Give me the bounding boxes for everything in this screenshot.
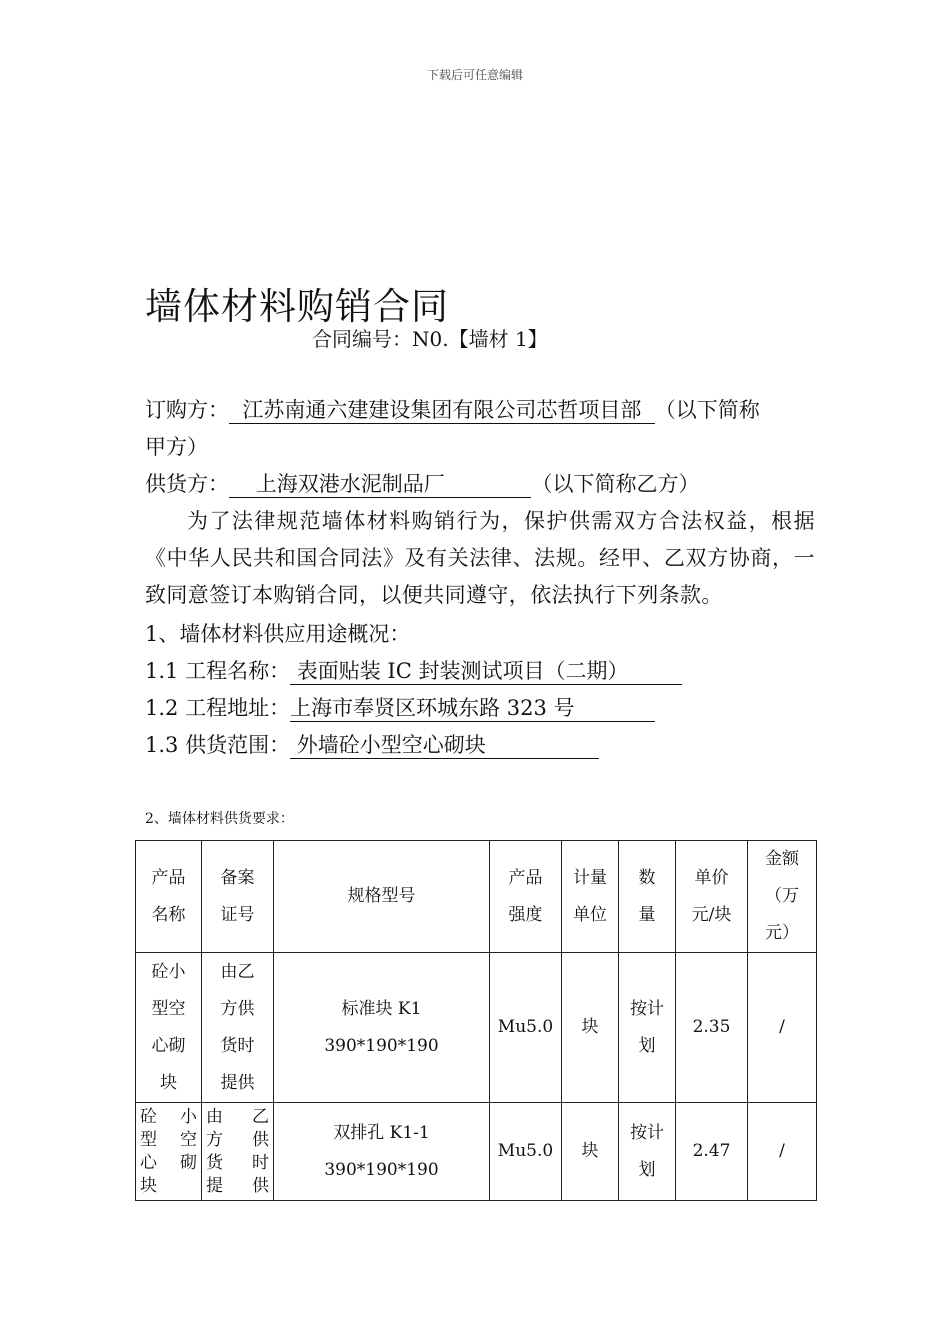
intro-paragraph: 为了法律规范墙体材料购销行为，保护供需双方合法权益，根据《中华人民共和国合同法》及有关法律、法规。经甲、乙双方协商，一致同意签订本购销合同，以便共同遵守，依法执行下列条款。 — [145, 509, 815, 607]
cell-amount: / — [748, 953, 817, 1103]
header-unit: 计量 单位 — [562, 841, 619, 953]
project-address-label: 1.2 工程地址： — [145, 696, 291, 720]
table-row — [136, 1103, 817, 1201]
buyer-label: 订购方： — [145, 398, 229, 422]
header-record-no: 备案 证号 — [202, 841, 274, 953]
project-name-line — [145, 657, 682, 685]
cell-product-name: 砼小 型空 心砌 块 — [136, 1103, 202, 1201]
cell-quantity: 按计 划 — [619, 953, 676, 1103]
header-strength: 产品 强度 — [490, 841, 562, 953]
supply-requirements-table — [135, 840, 817, 1201]
buyer-suffix-line2: 甲方） — [145, 435, 208, 459]
contract-number: 合同编号：N0.【墙材 1】 — [312, 327, 548, 351]
cell-spec: 标准块 K1 390*190*190 — [274, 953, 490, 1103]
supplier-line — [145, 470, 699, 498]
supplier-value: 上海双港水泥制品厂 — [229, 472, 532, 496]
table-row — [136, 953, 817, 1103]
supply-scope-value: 外墙砼小型空心砌块 — [290, 733, 600, 757]
buyer-suffix: （以下简称 — [654, 398, 760, 422]
cell-strength: Mu5.0 — [490, 1103, 562, 1201]
document-title: 墙体材料购销合同 — [145, 285, 449, 328]
cell-amount: / — [748, 1103, 817, 1201]
supply-scope-label: 1.3 供货范围： — [145, 733, 291, 757]
cell-strength: Mu5.0 — [490, 953, 562, 1103]
supply-scope-line — [145, 731, 599, 759]
project-address-line — [145, 694, 655, 722]
cell-product-name: 砼小 型空 心砌 块 — [136, 953, 202, 1103]
buyer-value: 江苏南通六建建设集团有限公司芯哲项目部 — [229, 398, 655, 422]
project-address-value: 上海市奉贤区环城东路 323 号 — [290, 696, 655, 720]
header-unit-price: 单价 元/块 — [676, 841, 748, 953]
header-product-name: 产品 名称 — [136, 841, 202, 953]
cell-quantity: 按计 划 — [619, 1103, 676, 1201]
cell-spec: 双排孔 K1-1 390*190*190 — [274, 1103, 490, 1201]
cell-record-no: 由乙 方供 货时 提供 — [202, 1103, 274, 1201]
section2-heading: 2、墙体材料供货要求： — [145, 811, 294, 827]
supplier-suffix: （以下简称乙方） — [531, 472, 700, 496]
supplier-label: 供货方： — [145, 472, 229, 496]
header-spec: 规格型号 — [274, 841, 490, 953]
cell-unit-price: 2.47 — [676, 1103, 748, 1201]
cell-unit-price: 2.35 — [676, 953, 748, 1103]
cell-record-no: 由乙 方供 货时 提供 — [202, 953, 274, 1103]
project-name-value: 表面贴装 IC 封装测试项目（二期） — [290, 659, 682, 683]
table-header-row — [136, 841, 817, 953]
cell-unit: 块 — [562, 953, 619, 1103]
section1-heading: 1、墙体材料供应用途概况： — [145, 622, 411, 646]
page-header-note: 下载后可任意编辑 — [426, 68, 523, 82]
buyer-line — [145, 396, 760, 424]
cell-unit: 块 — [562, 1103, 619, 1201]
header-amount: 金额 （万 元） — [748, 841, 817, 953]
header-quantity: 数 量 — [619, 841, 676, 953]
project-name-label: 1.1 工程名称： — [145, 659, 291, 683]
